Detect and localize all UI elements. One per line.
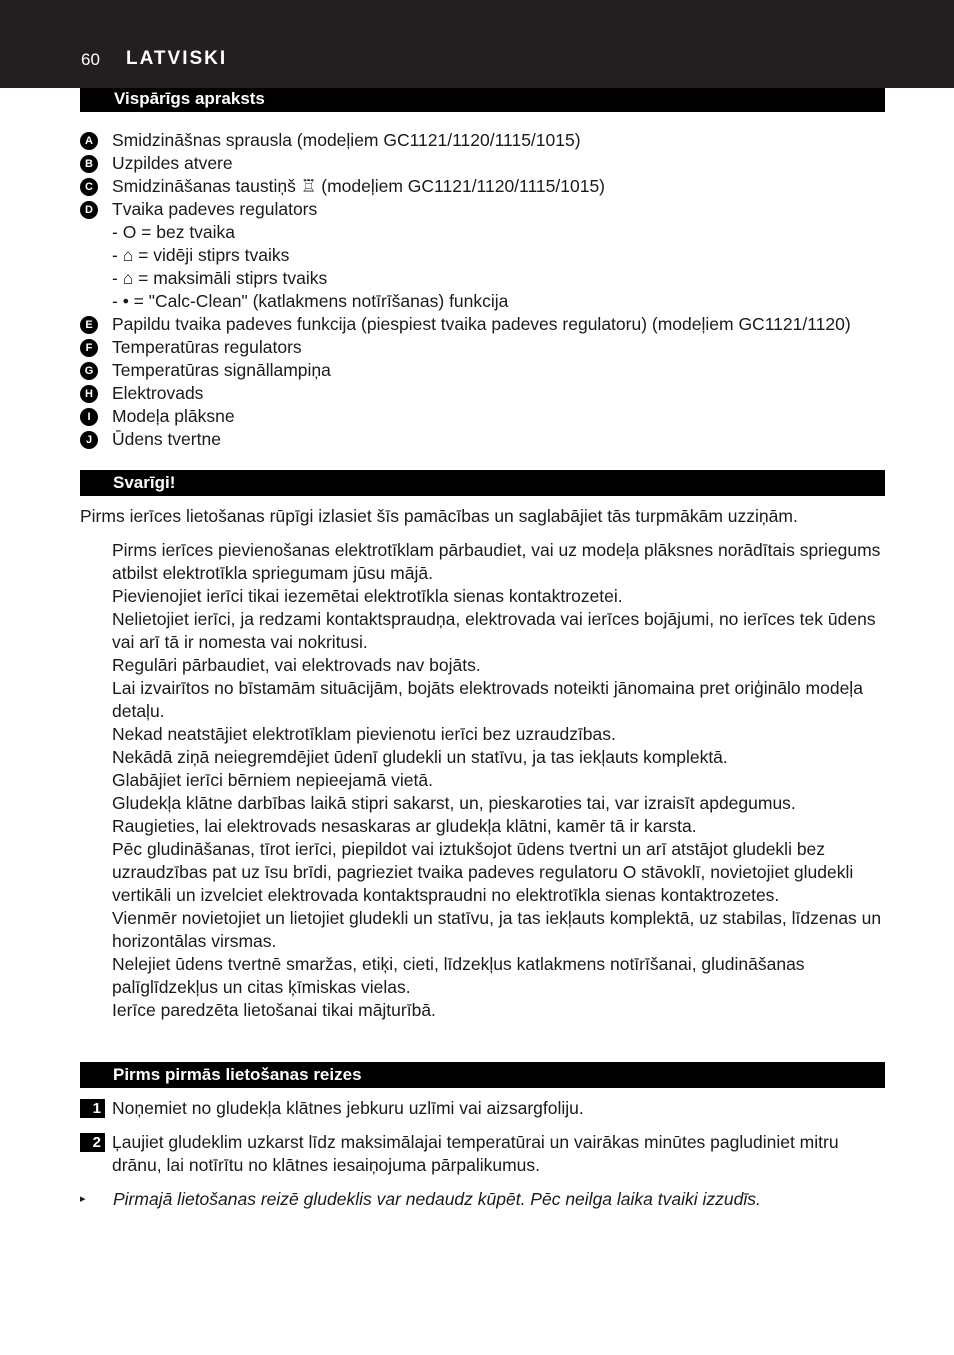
steps-list	[80, 1097, 888, 1177]
warning-item: Pēc gludināšanas, tīrot ierīci, piepildot vai iztukšojot ūdens tvertni un arī atstājot gludekli bez uzraudzības pat uz īsu brīdi, pagrieziet tvaika padeves regulatoru O stāvoklī, novietojiet gludekli vertikāli un izvelciet elektrovada kontaktspraudni no elektrotīkla sienas kontaktrozetes.	[112, 839, 854, 905]
warning-item: Pirms ierīces pievienošanas elektrotīklam pārbaudiet, vai uz modeļa plāksnes norādītais spriegums atbilst elektrotīkla spriegumam jūsu mājā.	[112, 540, 881, 583]
steam-setting-item: - ⌂ = vidēji stiprs tvaiks	[112, 245, 290, 265]
list-item: I Modeļa plāksne	[80, 405, 900, 428]
important-intro: Pirms ierīces lietošanas rūpīgi izlasiet šīs pamācības un saglabājiet tās turpmākām uzziņām.	[80, 506, 798, 526]
warning-item: Gludekļa klātne darbības laikā stipri sakarst, un, pieskaroties tai, var izraisīt apdegumus.	[112, 793, 796, 813]
list-item: H Elektrovads	[80, 382, 900, 405]
section-before-first-use: Pirms pirmās lietošanas reizes	[80, 1062, 885, 1088]
list-item: E Papildu tvaika padeves funkcija (piespiest tvaika padeves regulatoru) (modeļiem GC1121/1120)	[80, 313, 900, 336]
list-item: B Uzpildes atvere	[80, 152, 900, 175]
letter-badge: I	[80, 408, 98, 426]
step-number: 1	[80, 1099, 105, 1118]
warning-item: Raugieties, lai elektrovads nesaskaras ar gludekļa klātni, kamēr tā ir karsta.	[112, 816, 697, 836]
letter-badge: H	[80, 385, 98, 403]
warning-item: Ierīce paredzēta lietošanai tikai mājturībā.	[112, 1000, 436, 1020]
letter-badge: F	[80, 339, 98, 357]
warning-item: Vienmēr novietojiet un lietojiet gludekli un statīvu, ja tas iekļauts komplektā, uz stabilas, līdzenas un horizontālas virsmas.	[112, 908, 882, 951]
note	[80, 1188, 900, 1211]
step-item	[80, 1097, 888, 1120]
warning-item: Nelietojiet ierīci, ja redzami kontaktspraudņa, elektrovada vai ierīces bojājumi, no ierīces tek ūdens vai arī tā ir nomesta vai nokritusi.	[112, 609, 876, 652]
letter-badge: J	[80, 431, 98, 449]
step-item	[80, 1131, 888, 1177]
list-item: J Ūdens tvertne	[80, 428, 900, 451]
parts-list	[80, 129, 900, 451]
list-item: F Temperatūras regulators	[80, 336, 900, 359]
triangle-bullet-icon: ▸	[80, 1193, 86, 1205]
warning-item: Pievienojiet ierīci tikai iezemētai elektrotīkla sienas kontaktrozetei.	[112, 586, 623, 606]
letter-badge: B	[80, 155, 98, 173]
warnings-list	[112, 539, 902, 1022]
list-item: G Temperatūras signāllampiņa	[80, 359, 900, 382]
letter-badge: D	[80, 201, 98, 219]
page-number: 60	[81, 50, 100, 69]
letter-badge: A	[80, 132, 98, 150]
letter-badge: G	[80, 362, 98, 380]
step-number: 2	[80, 1133, 105, 1152]
warning-item: Regulāri pārbaudiet, vai elektrovads nav bojāts.	[112, 655, 481, 675]
letter-badge: E	[80, 316, 98, 334]
warning-item: Lai izvairītos no bīstamām situācijām, bojāts elektrovads noteikti jānomaina pret oriģinālo modeļa detaļu.	[112, 678, 863, 721]
list-item: D Tvaika padeves regulators	[80, 198, 900, 221]
section-important: Svarīgi!	[80, 470, 885, 496]
language-title: LATVISKI	[126, 48, 228, 69]
step-text: Ļaujiet gludeklim uzkarst līdz maksimālajai temperatūrai un vairākas minūtes pagludiniet mitru drānu, lai notīrītu no klātnes iesaiņojuma pārpalikumus.	[112, 1132, 839, 1175]
letter-badge: C	[80, 178, 98, 196]
list-item: C Smidzināšanas taustiņš ♖ (modeļiem GC1121/1120/1115/1015)	[80, 175, 900, 198]
warning-item: Nekādā ziņā neiegremdējiet ūdenī gludekli un statīvu, ja tas iekļauts komplektā.	[112, 747, 728, 767]
note-text: Pirmajā lietošanas reizē gludeklis var nedaudz kūpēt. Pēc neilga laika tvaiki izzudīs.	[113, 1189, 761, 1209]
warning-item: Glabājiet ierīci bērniem nepieejamā vietā.	[112, 770, 433, 790]
section-general-description: Vispārīgs apraksts	[80, 88, 885, 112]
steam-setting-item: - O = bez tvaika	[112, 222, 236, 242]
step-text: Noņemiet no gludekļa klātnes jebkuru uzlīmi vai aizsargfoliju.	[112, 1098, 584, 1118]
warning-item: Nelejiet ūdens tvertnē smaržas, etiķi, cieti, līdzekļus katlakmens notīrīšanai, gludināšanas palīglīdzekļus un citas ķīmiskas vielas.	[112, 954, 805, 997]
steam-setting-item: - • = "Calc-Clean" (katlakmens notīrīšanas) funkcija	[112, 291, 509, 311]
warning-item: Nekad neatstājiet elektrotīklam pievienotu ierīci bez uzraudzības.	[112, 724, 616, 744]
list-item: A Smidzināšnas sprausla (modeļiem GC1121/1120/1115/1015)	[80, 129, 900, 152]
steam-setting-item: - ⌂ = maksimāli stiprs tvaiks	[112, 268, 328, 288]
header-bar	[0, 0, 954, 88]
